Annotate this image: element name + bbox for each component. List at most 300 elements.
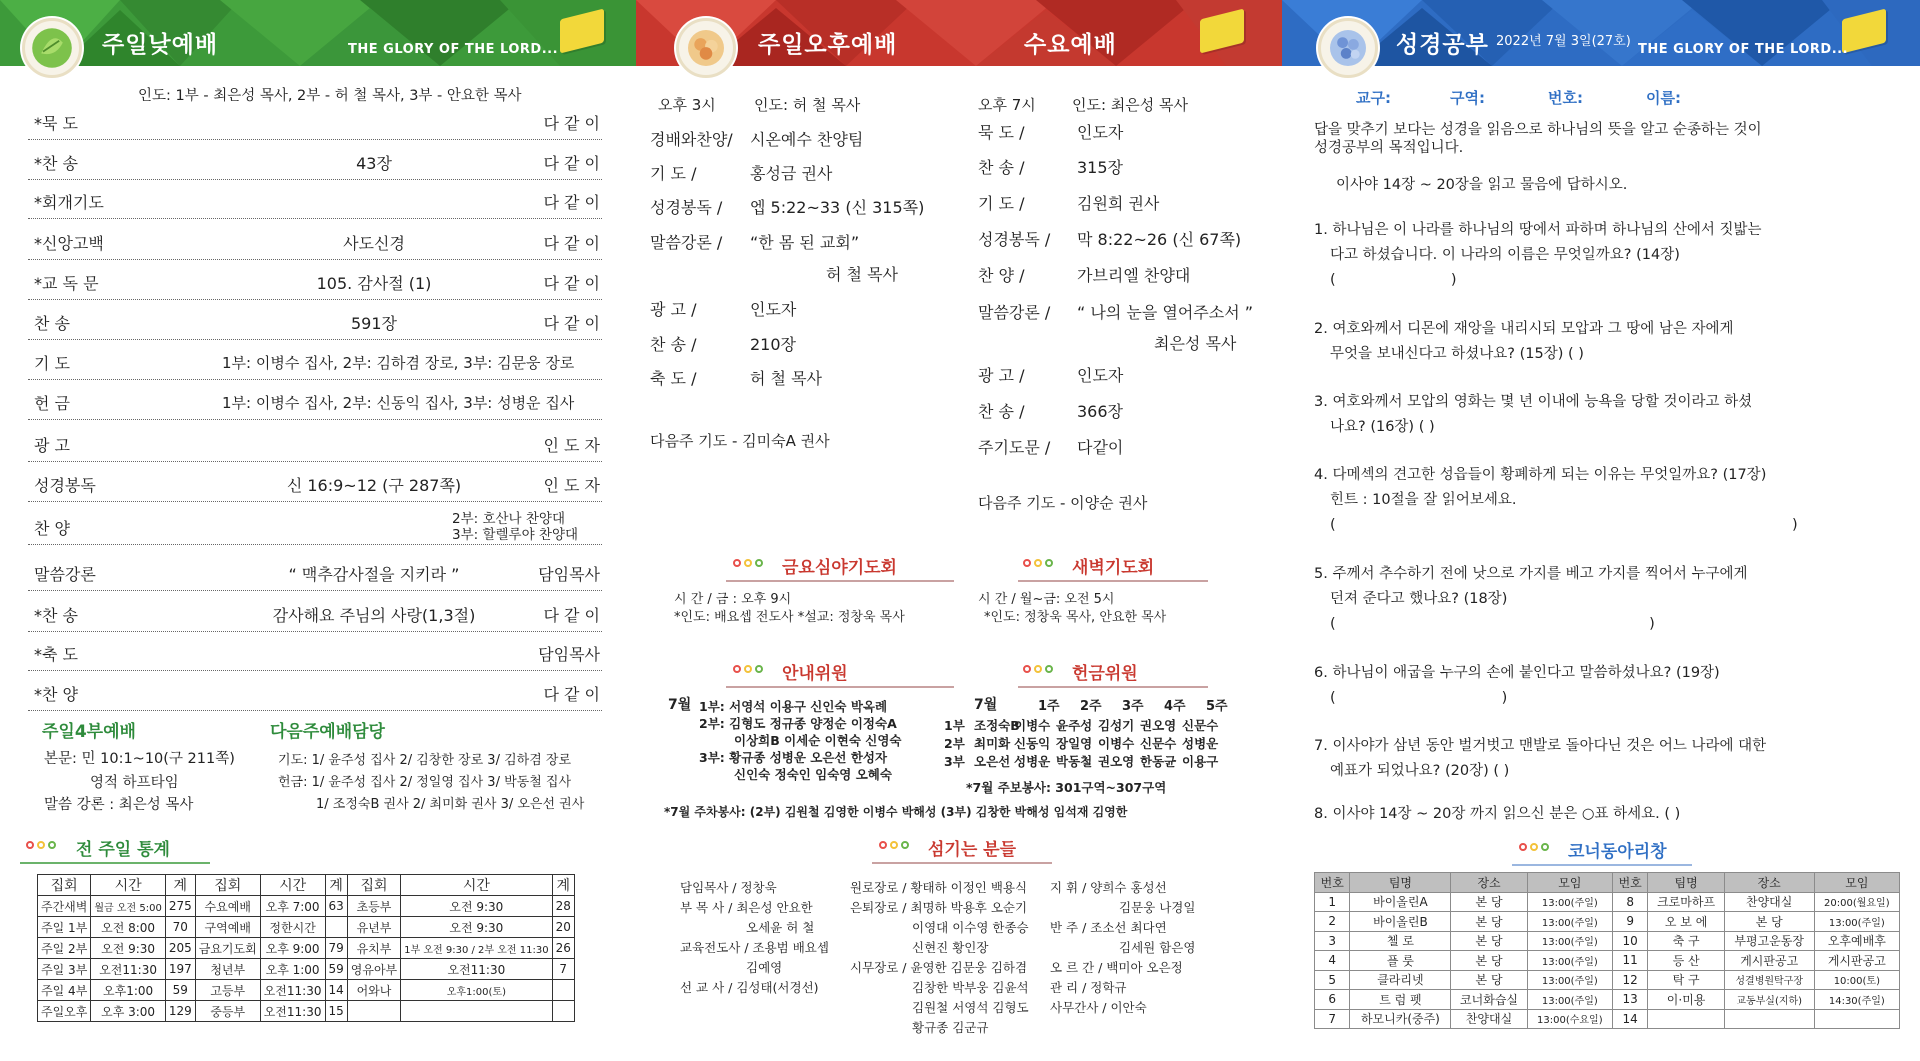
order-content: 신 16:9~12 (구 287쪽)	[286, 476, 462, 495]
order-leader: 다 같 이	[543, 193, 600, 212]
offering-cell: 성병운	[1014, 754, 1051, 769]
guide-line: 2부: 김형도 정규종 양정순 이정숙A	[699, 716, 897, 731]
flower-icon	[676, 18, 736, 78]
order-label: *찬 송	[34, 154, 78, 173]
staff-line: 김창한 박부웅 김윤석	[912, 980, 1029, 995]
staff-line: 이영대 이수영 한종승	[912, 920, 1029, 935]
stats-cell: 오후1:00	[91, 980, 165, 1001]
offering-cell: 이용구	[1182, 754, 1219, 769]
question-text-cont: 무엇을 보내신다고 하셨나요? (15장) ( )	[1330, 346, 1584, 362]
staff-line: 시무장로 / 윤영한 김문웅 김하겸	[850, 960, 1028, 975]
stats-cell: 청년부	[195, 959, 260, 980]
club-cell: 플 룻	[1350, 951, 1451, 971]
club-cell: 본 당	[1451, 892, 1527, 912]
stats-header-cell: 계	[325, 875, 347, 896]
club-cell: 탁 구	[1648, 970, 1724, 990]
wednesday-value: 인도자	[1077, 366, 1124, 385]
offering-cell: 윤주성	[1056, 718, 1093, 733]
club-cell: 20:00(월요일)	[1814, 892, 1899, 912]
club-cell: 크로마하프	[1648, 892, 1724, 912]
stats-cell: 유년부	[347, 917, 400, 938]
staff-line: 반 주 / 조소선 최다연	[1050, 920, 1167, 935]
stats-header-cell: 계	[552, 875, 574, 896]
stats-cell: 오전11:30	[260, 1001, 325, 1022]
header-subtitle: THE GLORY OF THE LORD...	[348, 42, 559, 57]
club-cell: 클라리넷	[1350, 970, 1451, 990]
club-cell: 13:00(주일)	[1527, 931, 1612, 951]
guide-line: 이상희B 이세순 이현숙 신영숙	[734, 733, 902, 748]
club-cell: 10:00(토)	[1814, 970, 1899, 990]
staff-line: 오 르 간 / 백미아 오은정	[1050, 960, 1183, 975]
offering-cell: 장일영	[1056, 736, 1093, 751]
intro-line-2: 성경공부의 목적입니다.	[1314, 140, 1464, 156]
club-cell: 12	[1612, 970, 1647, 990]
fourth-service-text: 본문: 민 10:1~10(구 211쪽)	[44, 751, 235, 767]
order-leader: 다 같 이	[543, 234, 600, 253]
offering-cell: 이병수	[1014, 718, 1051, 733]
wednesday-next: 다음주 기도 - 이양순 권사	[978, 494, 1148, 512]
order-leader: 다 같 이	[543, 685, 600, 704]
club-cell: 찬양대실	[1724, 892, 1814, 912]
order-label: *신앙고백	[34, 234, 104, 253]
stats-cell: 오전 8:00	[91, 917, 165, 938]
corner-title: 코너동아리창	[1568, 842, 1667, 862]
wednesday-value: 366장	[1077, 402, 1123, 421]
afternoon-wednesday-panel	[636, 0, 1282, 1061]
stats-table	[37, 874, 575, 1022]
stats-cell: 26	[552, 938, 574, 959]
wednesday-value: 315장	[1077, 158, 1123, 177]
wednesday-value: 다같이	[1077, 438, 1124, 457]
staff-line: 교육전도사 / 조용범 배요셉	[680, 940, 829, 955]
club-cell: 11	[1612, 951, 1647, 971]
afternoon-leader: 인도: 허 철 목사	[754, 96, 861, 114]
club-cell: 6	[1315, 990, 1350, 1010]
order-content: “ 맥추감사절을 지키라 ”	[288, 565, 460, 584]
order-label: 말씀강론	[34, 565, 96, 584]
question-text: 7. 이사야가 삼년 동안 벌거벗고 맨발로 돌아다닌 것은 어느 나라에 대한	[1314, 738, 1767, 754]
guide-month: 7월	[668, 697, 692, 713]
stats-cell: 79	[325, 938, 347, 959]
row-divider	[28, 139, 602, 140]
offering-week-header: 3주	[1122, 699, 1144, 714]
club-cell: 10	[1612, 931, 1647, 951]
stats-cell: 어와나	[347, 980, 400, 1001]
stats-row	[38, 917, 575, 938]
stats-cell: 영유아부	[347, 959, 400, 980]
offering-cell: 최미화	[974, 736, 1011, 751]
stats-cell: 20	[552, 917, 574, 938]
club-cell: 본 당	[1724, 912, 1814, 932]
afternoon-label: 찬 송 /	[650, 335, 697, 354]
question-text: 2. 여호와께서 디몬에 재앙을 내리시되 모압과 그 땅에 남은 자에게	[1314, 321, 1734, 337]
stats-cell	[552, 1001, 574, 1022]
offering-cell: 신동익	[1014, 736, 1051, 751]
stats-cell: 주일 1부	[38, 917, 91, 938]
wednesday-label: 주기도문 /	[978, 438, 1051, 457]
dawn-leaders: *인도: 정창욱 목사, 안요한 목사	[984, 610, 1167, 625]
club-cell: 2	[1315, 912, 1350, 932]
stats-cell: 오전11:30	[401, 959, 552, 980]
stats-row	[38, 959, 575, 980]
staff-line: 사무간사 / 이안숙	[1050, 1000, 1147, 1015]
wednesday-label: 묵 도 /	[978, 123, 1025, 142]
stats-cell: 오후 7:00	[260, 896, 325, 917]
order-label: 찬 송	[34, 314, 70, 333]
wednesday-label: 찬 송 /	[978, 402, 1025, 421]
guide-title: 안내위원	[782, 664, 848, 684]
stats-header-cell: 집회	[195, 875, 260, 896]
corner-underline	[1512, 864, 1692, 866]
stats-cell: 주일 3부	[38, 959, 91, 980]
order-label: 성경봉독	[34, 476, 96, 495]
bible-study-title: 성경공부	[1396, 32, 1489, 58]
parking-service: *7월 주차봉사: (2부) 김원철 김영한 이병수 박해성 (3부) 김창한 박해성 임석재 김영한	[664, 805, 1128, 819]
club-row	[1315, 1009, 1900, 1029]
answer-blank: ( )	[1330, 517, 1798, 533]
club-cell: 5	[1315, 970, 1350, 990]
stats-cell: 주간새벽	[38, 896, 91, 917]
stats-title: 전 주일 통계	[76, 840, 170, 860]
row-divider	[28, 710, 602, 711]
order-content: 43장	[356, 154, 392, 173]
staff-line: 지 휘 / 양희수 홍성선	[1050, 880, 1167, 895]
stats-cell: 197	[165, 959, 195, 980]
club-cell: 트 럼 펫	[1350, 990, 1451, 1010]
stats-cell: 오후1:00(토)	[401, 980, 552, 1001]
offering-week-header: 4주	[1164, 699, 1186, 714]
row-divider	[28, 419, 602, 420]
staff-line: 담임목사 / 정창욱	[680, 880, 777, 895]
stats-row	[38, 896, 575, 917]
offering-week-header: 5주	[1206, 699, 1228, 714]
staff-line: 오세윤 허 철	[746, 920, 815, 935]
club-header-cell: 팀명	[1350, 873, 1451, 893]
stats-header-cell: 집회	[347, 875, 400, 896]
question-text-cont: 던져 준다고 했나요? (18장)	[1330, 591, 1508, 607]
wednesday-value: 막 8:22~26 (신 67쪽)	[1077, 230, 1242, 249]
staff-line: 김예영	[746, 960, 783, 975]
stats-cell: 초등부	[347, 896, 400, 917]
leaf-icon	[22, 18, 82, 78]
field-label: 이름:	[1646, 89, 1681, 107]
stats-header-cell: 집회	[38, 875, 91, 896]
offering-cell: 조정숙B	[974, 718, 1020, 733]
offering-cell: 신문수	[1140, 736, 1177, 751]
club-cell: 본 당	[1451, 912, 1527, 932]
wednesday-label: 찬 양 /	[978, 266, 1025, 285]
stats-row	[38, 980, 575, 1001]
field-label: 구역:	[1450, 89, 1485, 107]
next-week-prayer: 기도: 1/ 윤주성 집사 2/ 김창한 장로 3/ 김하겸 장로	[278, 753, 572, 768]
order-leader: 다 같 이	[543, 314, 600, 333]
club-cell: 이·미용	[1648, 990, 1724, 1010]
order-content: 591장	[351, 314, 397, 333]
row-divider	[28, 501, 602, 502]
club-cell: 교동부실(지하)	[1724, 990, 1814, 1010]
offering-cell: 권오영	[1140, 718, 1177, 733]
club-cell: 성결병원탁구장	[1724, 970, 1814, 990]
stats-cell	[325, 917, 347, 938]
order-label: 광 고	[34, 436, 70, 455]
afternoon-time: 오후 3시	[658, 96, 716, 114]
staff-line: 원로장로 / 황태하 이정인 백용식	[850, 880, 1028, 895]
club-cell: 13:00(주일)	[1527, 912, 1612, 932]
offering-cell: 오은선	[974, 754, 1011, 769]
stats-cell: 금요기도회	[195, 938, 260, 959]
dawn-underline	[1018, 580, 1208, 582]
order-leader: 다 같 이	[543, 274, 600, 293]
question-text-cont: 힌트 : 10절을 잘 읽어보세요.	[1330, 492, 1517, 508]
club-cell: 본 당	[1451, 970, 1527, 990]
wednesday-value: 인도자	[1077, 123, 1124, 142]
club-cell: 14	[1612, 1009, 1647, 1029]
afternoon-value: 210장	[750, 335, 796, 354]
club-row	[1315, 892, 1900, 912]
stats-cell: 오후 1:00	[260, 959, 325, 980]
club-cell: 1	[1315, 892, 1350, 912]
question-text: 6. 하나님이 애굽을 누구의 손에 붙인다고 말씀하셨나요? (19장)	[1314, 665, 1720, 681]
stats-cell: 59	[325, 959, 347, 980]
row-divider	[28, 339, 602, 340]
row-divider	[28, 179, 602, 180]
club-header-cell: 장소	[1451, 873, 1527, 893]
order-content: 감사해요 주님의 사랑(1,3절)	[272, 606, 476, 625]
hydrangea-icon	[1318, 18, 1378, 78]
friday-underline	[726, 580, 954, 582]
club-cell: 축 구	[1648, 931, 1724, 951]
offering-cell: 박동철	[1056, 754, 1093, 769]
staff-line: 김원철 서영석 김형도	[912, 1000, 1029, 1015]
staff-line: 신현진 황인장	[912, 940, 989, 955]
intro-line-1: 답을 맞추기 보다는 성경을 읽음으로 하나님의 뜻을 알고 순종하는 것이	[1314, 122, 1762, 138]
row-divider	[28, 544, 602, 545]
stats-cell: 구역예배	[195, 917, 260, 938]
guide-line: 1부: 서영석 이용구 신인숙 박옥례	[699, 699, 888, 714]
bible-study-panel	[1282, 0, 1920, 1061]
stats-header-cell: 시간	[91, 875, 165, 896]
stats-cell: 7	[552, 959, 574, 980]
club-cell: 13:00(주일)	[1527, 990, 1612, 1010]
afternoon-value: 엡 5:22~33 (신 315쪽)	[750, 198, 925, 217]
fourth-service-preacher: 말씀 강론 : 최은성 목사	[44, 797, 194, 813]
club-cell: 바이올린A	[1350, 892, 1451, 912]
order-leader: 다 같 이	[543, 114, 600, 133]
club-cell: 본 당	[1451, 951, 1527, 971]
question-text: 8. 이사야 14장 ~ 20장 까지 읽으신 분은 ○표 하세요. ( )	[1314, 806, 1681, 822]
row-divider	[28, 379, 602, 380]
wednesday-leader: 인도: 최은성 목사	[1072, 96, 1189, 114]
order-label: *회개기도	[34, 193, 104, 212]
club-cell: 14:30(주일)	[1814, 990, 1899, 1010]
answer-blank: ( )	[1330, 690, 1508, 706]
staff-line: 황규종 김군규	[912, 1020, 989, 1035]
question-text: 1. 하나님은 이 나라를 하나님의 땅에서 파하며 하나님의 산에서 짓밟는	[1314, 222, 1762, 238]
fourth-service-title: 주일4부예배	[42, 722, 136, 742]
stats-cell: 59	[165, 980, 195, 1001]
study-date: 2022년 7월 3일(27호)	[1496, 34, 1631, 49]
club-cell: 3	[1315, 931, 1350, 951]
friday-leaders: *인도: 배요셉 전도사 *설교: 정창욱 목사	[674, 610, 905, 625]
afternoon-label: 성경봉독 /	[650, 198, 723, 217]
stats-cell: 고등부	[195, 980, 260, 1001]
section-dots-icon	[733, 665, 763, 673]
instruction: 이사야 14장 ~ 20장을 읽고 물음에 답하시오.	[1336, 177, 1628, 193]
stats-cell: 수요예배	[195, 896, 260, 917]
question-text-cont: 나요? (16장) ( )	[1330, 419, 1435, 435]
afternoon-value: 시온예수 찬양팀	[750, 130, 864, 149]
dawn-time: 시 간 / 월~금: 오전 5시	[978, 592, 1115, 607]
row-divider	[28, 299, 602, 300]
afternoon-label: 축 도 /	[650, 369, 697, 388]
stats-cell: 129	[165, 1001, 195, 1022]
club-cell: 4	[1315, 951, 1350, 971]
wednesday-label: 기 도 /	[978, 194, 1025, 213]
offering-cell: 이병수	[1098, 736, 1135, 751]
offering-title: 헌금위원	[1072, 664, 1138, 684]
wednesday-label: 찬 송 /	[978, 158, 1025, 177]
afternoon-label: 말씀강론 /	[650, 233, 723, 252]
answer-blank: ( )	[1330, 272, 1457, 288]
order-leader: 인 도 자	[543, 476, 600, 495]
stats-cell	[552, 980, 574, 1001]
guide-underline	[726, 686, 954, 688]
question-text: 5. 주께서 추수하기 전에 낫으로 가지를 베고 가지를 찍어서 누구에게	[1314, 566, 1748, 582]
club-cell: 오후예배후	[1814, 931, 1899, 951]
next-week-title: 다음주예배담당	[270, 722, 385, 742]
offering-week-header: 2주	[1080, 699, 1102, 714]
club-cell: 13:00(주일)	[1814, 912, 1899, 932]
club-header-cell: 모임	[1814, 873, 1899, 893]
offering-week-header: 1주	[1038, 699, 1060, 714]
club-cell: 8	[1612, 892, 1647, 912]
offering-cell: 성병운	[1182, 736, 1219, 751]
club-header-cell: 번호	[1612, 873, 1647, 893]
row-divider	[28, 461, 602, 462]
club-header-row	[1315, 873, 1900, 893]
club-cell: 13:00(수요일)	[1527, 1009, 1612, 1029]
order-content: 사도신경	[343, 234, 405, 253]
club-cell: 13:00(주일)	[1527, 892, 1612, 912]
club-cell: 게시판공고	[1814, 951, 1899, 971]
stats-cell: 월금 오전 5:00	[91, 896, 165, 917]
order-leader: 인 도 자	[543, 436, 600, 455]
club-row	[1315, 951, 1900, 971]
order-content: 105. 감사절 (1)	[316, 274, 432, 293]
staff-line: 김문웅 나경일	[1119, 900, 1196, 915]
question-text-cont: 다고 하셨습니다. 이 나라의 이름은 무엇일까요? (14장)	[1330, 247, 1680, 263]
stats-underline	[20, 862, 210, 864]
afternoon-label: 광 고 /	[650, 300, 697, 319]
stats-header-cell: 시간	[401, 875, 552, 896]
staff-line: 선 교 사 / 김성태(서경선)	[680, 980, 819, 995]
page-title: 주일낮예배	[102, 32, 219, 58]
order-content: 1부: 이병수 집사, 2부: 신동익 집사, 3부: 성병운 집사	[222, 394, 575, 412]
stats-cell: 70	[165, 917, 195, 938]
staff-line: 관 리 / 정학규	[1050, 980, 1127, 995]
offering-cell: 신문수	[1182, 718, 1219, 733]
question-text: 3. 여호와께서 모압의 영화는 몇 년 이내에 능욕을 당할 것이라고 하셨	[1314, 394, 1753, 410]
club-row	[1315, 912, 1900, 932]
afternoon-next: 다음주 기도 - 김미숙A 권사	[650, 432, 830, 450]
section-dots-icon	[1023, 559, 1053, 567]
club-cell	[1648, 1009, 1724, 1029]
answer-blank: ( )	[1330, 616, 1655, 632]
staff-title: 섬기는 분들	[928, 840, 1017, 860]
stats-cell: 정한시간	[260, 917, 325, 938]
question-text: 4. 다메섹의 견고한 성읍들이 황폐하게 되는 이유는 무엇일까요? (17장)	[1314, 467, 1767, 483]
stats-cell: 오전 9:30	[401, 917, 552, 938]
row-divider	[28, 631, 602, 632]
wednesday-preacher: 최은성 목사	[1154, 334, 1237, 353]
staff-underline	[872, 862, 1052, 864]
stats-row	[38, 938, 575, 959]
club-cell: 7	[1315, 1009, 1350, 1029]
order-label: *교 독 문	[34, 274, 99, 293]
header-subtitle: THE GLORY OF THE LORD...	[1638, 42, 1849, 57]
stats-cell: 28	[552, 896, 574, 917]
order-label: *찬 송	[34, 606, 78, 625]
stats-header-row	[38, 875, 575, 896]
offering-cell: 권오영	[1098, 754, 1135, 769]
wednesday-value: 가브리엘 찬양대	[1077, 266, 1191, 285]
section-dots-icon	[1023, 665, 1053, 673]
afternoon-label: 경배와찬양/	[650, 130, 733, 149]
section-dots-icon	[1519, 843, 1549, 851]
stats-header-cell: 계	[165, 875, 195, 896]
afternoon-title: 주일오후예배	[758, 32, 898, 58]
stats-header-cell: 시간	[260, 875, 325, 896]
stats-cell: 유치부	[347, 938, 400, 959]
club-header-cell: 팀명	[1648, 873, 1724, 893]
order-leader: 담임목사	[538, 645, 600, 664]
weekly-bulletin-service: *7월 주보봉사: 301구역~307구역	[966, 780, 1167, 795]
club-cell: 본 당	[1451, 931, 1527, 951]
order-label: 헌 금	[34, 394, 70, 413]
club-cell: 13	[1612, 990, 1647, 1010]
staff-line: 부 목 사 / 최은성 안요한	[680, 900, 813, 915]
leaders-line: 인도: 1부 - 최은성 목사, 2부 - 허 철 목사, 3부 - 안요한 목사	[138, 88, 522, 104]
stats-cell: 주일 2부	[38, 938, 91, 959]
afternoon-value: 인도자	[750, 300, 797, 319]
stats-cell	[347, 1001, 400, 1022]
stats-cell: 오전11:30	[260, 980, 325, 1001]
offering-underline	[1018, 686, 1208, 688]
club-header-cell: 모임	[1527, 873, 1612, 893]
stats-cell: 중등부	[195, 1001, 260, 1022]
club-header-cell: 번호	[1315, 873, 1350, 893]
choir-line: 2부: 호산나 찬양대	[452, 511, 566, 527]
friday-title: 금요심야기도회	[782, 558, 897, 578]
wednesday-value: “ 나의 눈을 열어주소서 ”	[1077, 303, 1254, 322]
club-row	[1315, 931, 1900, 951]
wednesday-title: 수요예배	[1024, 32, 1117, 58]
section-dots-icon	[733, 559, 763, 567]
stats-cell: 63	[325, 896, 347, 917]
order-label: *찬 양	[34, 685, 78, 704]
question-text-cont: 예표가 되었나요? (20장) ( )	[1330, 763, 1510, 779]
afternoon-preacher: 허 철 목사	[826, 265, 898, 284]
stats-cell: 오후 3:00	[91, 1001, 165, 1022]
next-week-offering: 헌금: 1/ 윤주성 집사 2/ 정일영 집사 3/ 박동철 집사	[278, 775, 572, 790]
club-row	[1315, 970, 1900, 990]
afternoon-value: “한 몸 된 교회”	[750, 233, 860, 252]
wednesday-label: 성경봉독 /	[978, 230, 1051, 249]
club-cell	[1814, 1009, 1899, 1029]
club-cell	[1724, 1009, 1814, 1029]
row-divider	[28, 670, 602, 671]
afternoon-value: 홍성금 권사	[750, 164, 833, 183]
